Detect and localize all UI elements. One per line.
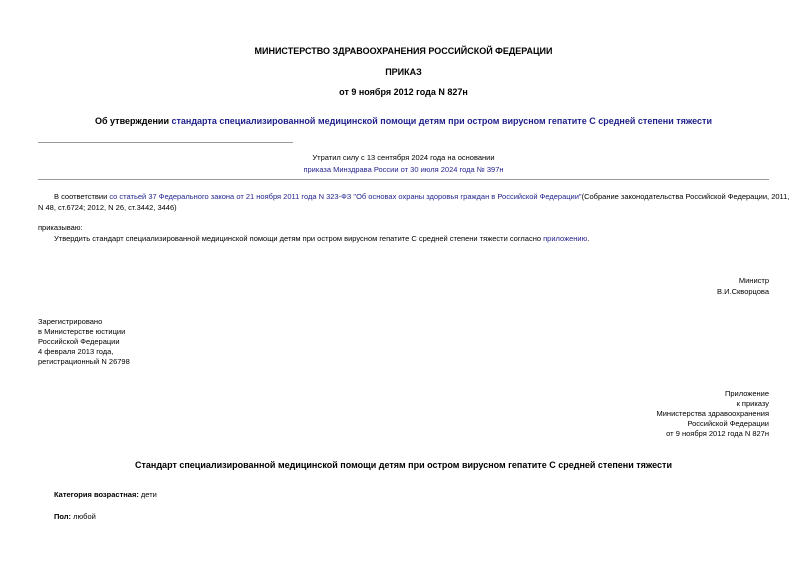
age-value: дети [138, 490, 157, 499]
registration-line: Российской Федерации [38, 337, 120, 346]
document-title [0, 116, 807, 126]
signature-position: Министр [738, 276, 769, 285]
sex-category [54, 512, 96, 522]
registration-line: Зарегистрировано [38, 317, 103, 326]
paragraph-basis-line2: N 48, ст.6724; 2012, N 26, ст.3442, 3446) [38, 203, 177, 212]
appendix-line: от 9 ноября 2012 года N 827н [666, 429, 769, 438]
sex-value: любой [71, 512, 96, 521]
repeal-order-link[interactable]: приказа Минздрава России от 30 июля 2024 года № 397н [303, 165, 504, 174]
age-category [54, 490, 157, 500]
registration-line: 4 февраля 2013 года, [38, 347, 114, 356]
appendix-line: к приказу [736, 399, 769, 408]
sex-label: Пол: [54, 512, 72, 521]
paragraph-approve [54, 234, 589, 244]
order-word: приказываю: [38, 223, 83, 232]
federal-law-link[interactable]: со статьей 37 Федерального закона от 21 ноября 2011 года N 323-ФЗ "Об основах охраны здоровья граждан в Российской Федерации" [109, 192, 582, 201]
standard-title: Стандарт специализированной медицинской помощи детям при остром вирусном гепатите С средней степени тяжести [135, 460, 672, 470]
doc-type-heading: ПРИКАЗ [385, 67, 422, 77]
appendix-link[interactable]: приложению [543, 234, 588, 243]
appendix-block [560, 389, 769, 439]
separator-bottom [38, 179, 769, 180]
registration-line: в Министерстве юстиции [38, 327, 126, 336]
registration-block [38, 317, 130, 367]
basis-prefix: В соответствии [54, 192, 110, 201]
paragraph-basis [54, 192, 790, 202]
signature-name: В.И.Скворцова [717, 287, 769, 296]
registration-line: регистрационный N 26798 [38, 357, 130, 366]
separator-top [38, 142, 293, 143]
age-label: Категория возрастная: [54, 490, 139, 499]
appendix-line: Российской Федерации [687, 419, 769, 428]
order-date-number: от 9 ноября 2012 года N 827н [339, 87, 468, 97]
appendix-line: Министерства здравоохранения [656, 409, 769, 418]
title-prefix: Об утверждении [95, 116, 172, 126]
appendix-line: Приложение [725, 389, 769, 398]
ministry-heading: МИНИСТЕРСТВО ЗДРАВООХРАНЕНИЯ РОССИЙСКОЙ ФЕДЕРАЦИИ [254, 46, 553, 56]
basis-suffix: (Собрание законодательства Российской Федерации, 2011, [581, 192, 790, 201]
approve-suffix: . [587, 234, 590, 243]
title-standard-link[interactable]: стандарта специализированной медицинской помощи детям при остром вирусном гепатите С средней степени тяжести [171, 116, 712, 126]
repeal-status-line: Утратил силу с 13 сентября 2024 года на основании [312, 153, 495, 162]
approve-text: Утвердить стандарт специализированной медицинской помощи детям при остром вирусном гепатите С средней степени тяжести согласно [54, 234, 544, 243]
